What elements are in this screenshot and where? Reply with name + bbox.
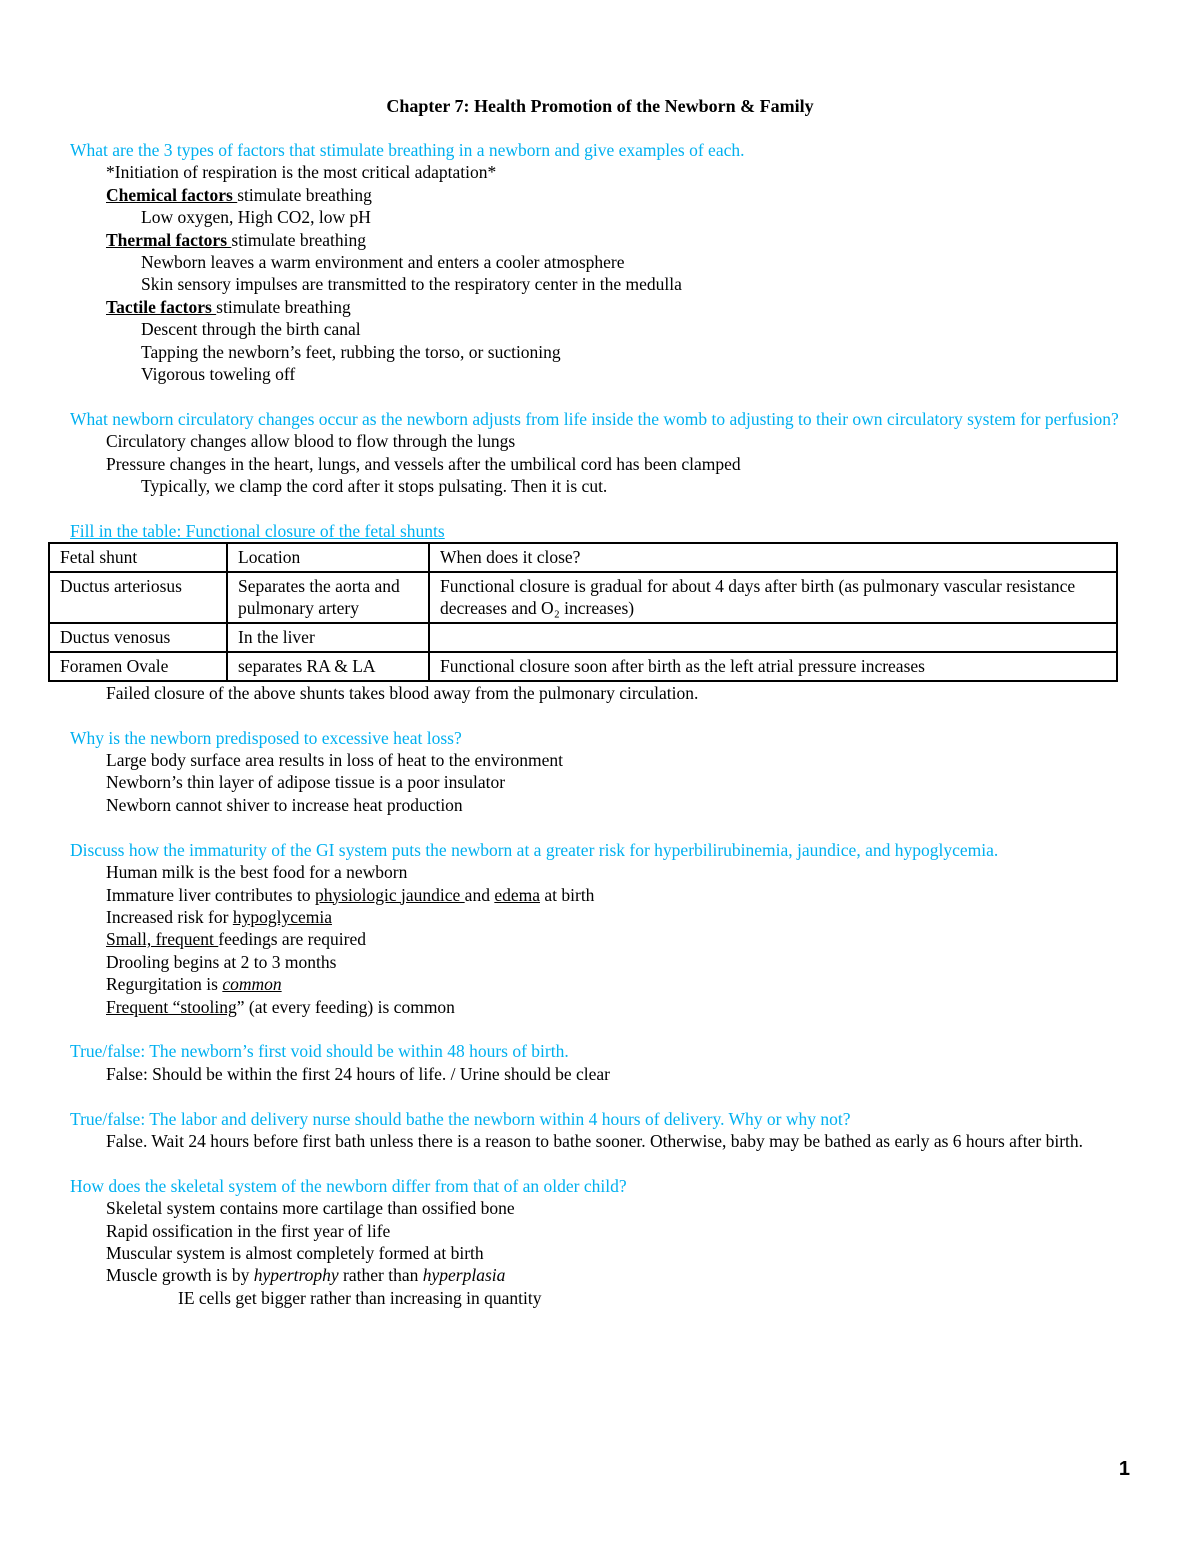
table-header-cell: Fetal shunt	[49, 543, 227, 572]
answer-line: False: Should be within the first 24 hours of life. / Urine should be clear	[106, 1063, 611, 1084]
table-header-cell: When does it close?	[429, 543, 1117, 572]
table-header-cell: Location	[227, 543, 429, 572]
table-header-row	[49, 543, 1117, 572]
answer-line: Skeletal system contains more cartilage than ossified bone	[106, 1198, 515, 1219]
table-cell: separates RA & LA	[227, 652, 429, 681]
answer-text: and	[464, 884, 495, 905]
tactile-factors-heading: Tactile factors	[106, 296, 217, 317]
answer-text: Immature liver contributes to	[106, 884, 315, 905]
answer-line	[70, 906, 1130, 928]
answer-text: hypoglycemia	[232, 906, 332, 927]
answer-line	[70, 184, 1130, 206]
answer-text: hyperplasia	[422, 1265, 506, 1286]
answer-text: stimulate breathing	[231, 229, 367, 250]
answer-line: Newborn’s thin layer of adipose tissue is a poor insulator	[106, 772, 506, 793]
answer-text: physiologic jaundice	[314, 884, 465, 905]
chemical-factors-heading: Chemical factors	[106, 184, 238, 205]
answer-text: Regurgitation is	[106, 974, 223, 995]
answer-line: Rapid ossification in the first year of life	[106, 1220, 391, 1241]
question-first-void: True/false: The newborn’s first void should be within 48 hours of birth.	[70, 1041, 569, 1062]
answer-text: at birth	[540, 884, 595, 905]
answer-text: Small, frequent	[106, 929, 219, 950]
question-fetal-shunts: Fill in the table: Functional closure of the fetal shunts	[70, 520, 445, 541]
answer-line	[70, 229, 1130, 251]
table-cell: Ductus arteriosus	[49, 572, 227, 623]
answer-text: edema	[494, 884, 540, 905]
answer-text: Increased risk for	[106, 906, 233, 927]
question-first-bath: True/false: The labor and delivery nurse should bathe the newborn within 4 hours of delivery. Why or why not?	[70, 1108, 851, 1129]
table-row	[49, 623, 1117, 652]
table-cell	[429, 623, 1117, 652]
answer-line: Failed closure of the above shunts takes blood away from the pulmonary circulation.	[106, 682, 699, 703]
answer-line: IE cells get bigger rather than increasing in quantity	[178, 1287, 542, 1308]
answer-line: Circulatory changes allow blood to flow through the lungs	[106, 431, 516, 452]
table-row	[49, 652, 1117, 681]
answer-line: Tapping the newborn’s feet, rubbing the torso, or suctioning	[141, 341, 561, 362]
document-body	[60, 139, 1130, 1309]
answer-line: Descent through the birth canal	[141, 319, 361, 340]
answer-line	[70, 928, 1130, 950]
answer-text: stimulate breathing	[237, 184, 372, 205]
answer-line	[70, 973, 1130, 995]
answer-text: feedings are required	[218, 929, 366, 950]
table-cell: Functional closure soon after birth as the left atrial pressure increases	[429, 652, 1117, 681]
question-circulatory-changes: What newborn circulatory changes occur as the newborn adjusts from life inside the womb to adjusting to their own circulatory system for perfusion?	[70, 408, 1119, 429]
answer-text: Muscle growth is by	[106, 1265, 254, 1286]
answer-line: Human milk is the best food for a newborn	[106, 862, 408, 883]
question-breathing-factors: What are the 3 types of factors that stimulate breathing in a newborn and give examples of each.	[70, 140, 745, 160]
answer-line: Low oxygen, High CO2, low pH	[141, 207, 371, 228]
answer-text: Frequent “stooling	[106, 996, 237, 1017]
answer-line: Muscular system is almost completely formed at birth	[106, 1242, 484, 1263]
answer-line	[70, 884, 1130, 906]
table-cell: In the liver	[227, 623, 429, 652]
table-cell: Functional closure is gradual for about 4 days after birth (as pulmonary vascular resistance decreases and O₂ increases)	[429, 572, 1117, 623]
table-cell: Separates the aorta and pulmonary artery	[227, 572, 429, 623]
answer-line: Vigorous toweling off	[141, 364, 296, 385]
answer-line: Newborn cannot shiver to increase heat production	[106, 794, 463, 815]
answer-line	[70, 1264, 1130, 1286]
page-title: Chapter 7: Health Promotion of the Newborn & Family	[386, 96, 814, 116]
answer-line: Newborn leaves a warm environment and enters a cooler atmosphere	[141, 252, 625, 273]
question-gi-system: Discuss how the immaturity of the GI system puts the newborn at a greater risk for hyperbilirubinemia, jaundice, and hypoglycemia.	[70, 839, 999, 860]
answer-line: Typically, we clamp the cord after it stops pulsating. Then it is cut.	[141, 476, 608, 497]
page-number: 1	[1118, 1458, 1130, 1480]
answer-text: hypertrophy	[253, 1265, 339, 1286]
table-row	[49, 572, 1117, 623]
answer-text: ” (at every feeding) is common	[236, 996, 455, 1017]
question-skeletal-system: How does the skeletal system of the newborn differ from that of an older child?	[70, 1175, 627, 1196]
answer-line: False. Wait 24 hours before first bath unless there is a reason to bathe sooner. Otherwise, baby may be bathed as early as 6 hours after birth.	[106, 1130, 1084, 1151]
answer-text: stimulate breathing	[216, 296, 351, 317]
table-cell: Ductus venosus	[49, 623, 227, 652]
answer-line	[70, 996, 1130, 1018]
answer-line: *Initiation of respiration is the most critical adaptation*	[106, 162, 497, 183]
fetal-shunts-table	[48, 542, 1118, 682]
answer-line	[70, 296, 1130, 318]
answer-line: Skin sensory impulses are transmitted to the respiratory center in the medulla	[141, 274, 682, 295]
table-cell: Foramen Ovale	[49, 652, 227, 681]
answer-line: Pressure changes in the heart, lungs, and vessels after the umbilical cord has been clamped	[106, 453, 741, 474]
question-heat-loss: Why is the newborn predisposed to excessive heat loss?	[70, 727, 462, 748]
answer-text: common	[222, 974, 282, 995]
answer-line: Large body surface area results in loss of heat to the environment	[106, 750, 563, 771]
answer-text: rather than	[338, 1265, 423, 1286]
answer-line: Drooling begins at 2 to 3 months	[106, 951, 337, 972]
thermal-factors-heading: Thermal factors	[106, 229, 232, 250]
